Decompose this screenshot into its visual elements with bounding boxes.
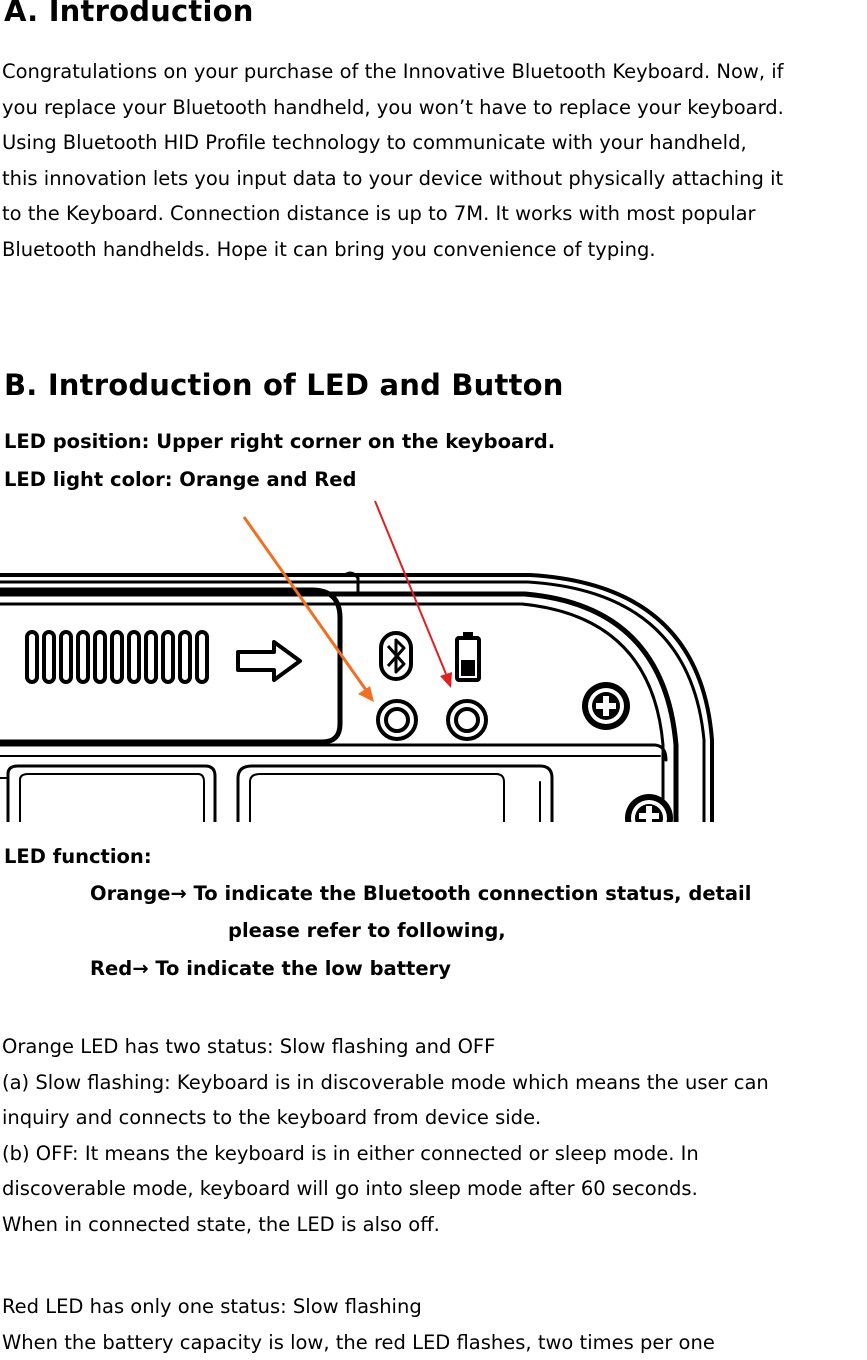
intro-line: you replace your Bluetooth handheld, you won’t have to replace your keyboard. (2, 90, 867, 126)
orange-status-line: discoverable mode, keyboard will go into sleep mode after 60 seconds. (2, 1171, 867, 1207)
orange-description: To indicate the Bluetooth connection status, detail (187, 882, 752, 905)
bluetooth-icon (381, 633, 411, 679)
orange-pointer-arrow (244, 517, 374, 702)
red-label: Red (90, 957, 132, 980)
orange-status-paragraph (2, 1029, 867, 1242)
orange-status-line: inquiry and connects to the keyboard from device side. (2, 1100, 867, 1136)
led-position-text: LED position: Upper right corner on the keyboard. (4, 430, 555, 453)
intro-line: Bluetooth handhelds. Hope it can bring you convenience of typing. (2, 232, 867, 268)
red-status-line: Red LED has only one status: Slow flashing (2, 1289, 867, 1325)
orange-description-continued: please refer to following, (228, 919, 506, 942)
red-status-paragraph (2, 1289, 867, 1360)
red-description: To indicate the low battery (149, 957, 451, 980)
slide-arrow-icon (238, 642, 300, 680)
orange-status-line: Orange LED has two status: Slow flashing and OFF (2, 1029, 867, 1065)
led-function-title: LED function: (4, 845, 152, 868)
arrow-right-icon: → (170, 882, 186, 905)
keyboard-led-illustration (0, 496, 720, 822)
orange-status-line: When in connected state, the LED is also off. (2, 1207, 867, 1243)
intro-line: Congratulations on your purchase of the Innovative Bluetooth Keyboard. Now, if (2, 54, 867, 90)
orange-function-line (90, 882, 751, 905)
orange-status-line: (a) Slow flashing: Keyboard is in discoverable mode which means the user can (2, 1065, 867, 1101)
section-a-heading: A. Introduction (4, 0, 254, 28)
section-b-heading: B. Introduction of LED and Button (4, 368, 564, 402)
orange-label: Orange (90, 882, 170, 905)
red-led (448, 701, 486, 739)
arrow-right-icon: → (132, 957, 148, 980)
screw-icon (582, 682, 630, 730)
red-function-line (90, 957, 451, 980)
orange-status-line: (b) OFF: It means the keyboard is in either connected or sleep mode. In (2, 1136, 867, 1172)
intro-paragraph (2, 54, 867, 267)
orange-led (378, 701, 416, 739)
screw-icon (625, 794, 673, 822)
led-color-text: LED light color: Orange and Red (4, 468, 356, 491)
red-status-line: When the battery capacity is low, the red LED flashes, two times per one (2, 1325, 867, 1360)
intro-line: this innovation lets you input data to your device without physically attaching it (2, 161, 867, 197)
battery-door-grip (27, 632, 207, 682)
intro-line: Using Bluetooth HID Profile technology to communicate with your handheld, (2, 125, 867, 161)
battery-icon (457, 632, 479, 680)
intro-line: to the Keyboard. Connection distance is up to 7M. It works with most popular (2, 196, 867, 232)
